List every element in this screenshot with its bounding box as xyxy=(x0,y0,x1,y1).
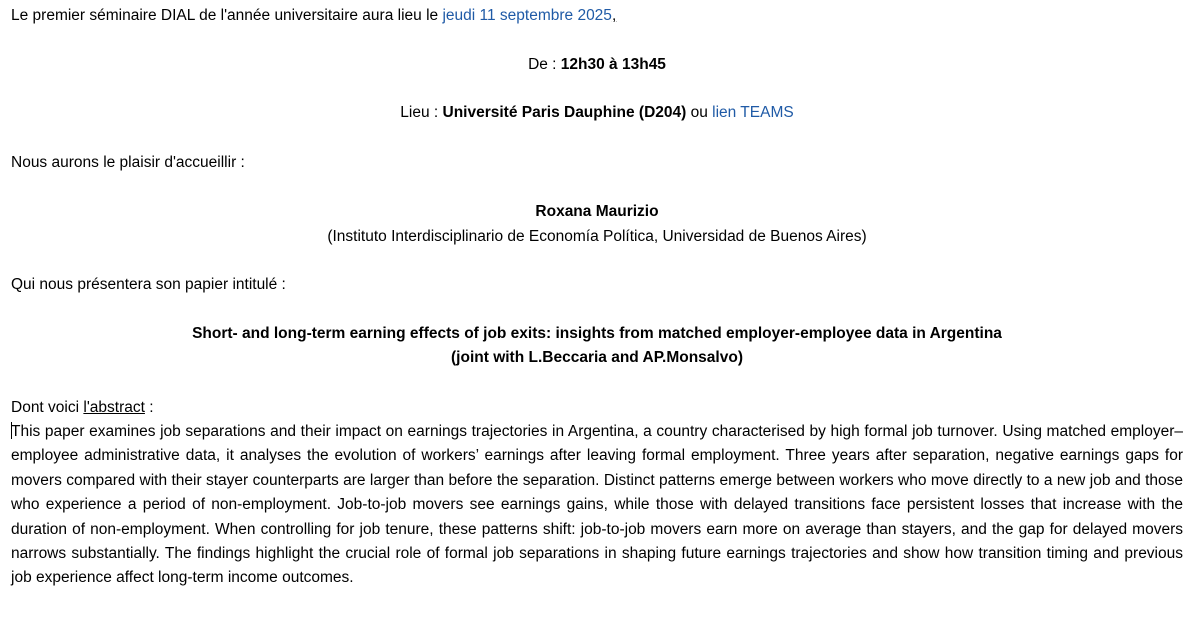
speaker-affiliation: (Instituto Interdisciplinario de Economía Política, Universidad de Buenos Aires) xyxy=(327,228,867,245)
teams-link[interactable]: lien TEAMS xyxy=(712,104,794,121)
place-connector: ou xyxy=(686,104,713,121)
welcome-text: Nous aurons le plaisir d'accueillir : xyxy=(11,154,245,171)
speaker-name: Roxana Maurizio xyxy=(535,203,659,220)
venue-name: Université Paris Dauphine (D204) xyxy=(442,104,687,121)
seminar-date: jeudi 11 septembre 2025 xyxy=(442,7,612,24)
time-line xyxy=(11,55,1183,75)
time-label: De : xyxy=(528,56,561,73)
paper-coauthors: (joint with L.Beccaria and AP.Monsalvo) xyxy=(451,349,743,366)
intro-suffix: , xyxy=(611,7,617,24)
intro-prefix: Le premier séminaire DIAL de l'année universitaire aura lieu le xyxy=(11,7,443,24)
abstract-link[interactable]: l'abstract xyxy=(83,399,145,416)
abstract-intro-prefix: Dont voici xyxy=(11,399,84,416)
paper-title: Short- and long-term earning effects of job exits: insights from matched employer-employee data in Argentina xyxy=(192,325,1002,342)
place-label: Lieu : xyxy=(400,104,443,121)
presents-text: Qui nous présentera son papier intitulé : xyxy=(11,276,286,293)
abstract-paragraph xyxy=(11,420,1183,591)
abstract-text: This paper examines job separations and their impact on earnings trajectories in Argentina, a country characterised by high formal job turnover. Using matched employer–employee administrative data, it analyses the evolution of workers’ earnings after leaving formal employment. Three years after separation, negative earnings gaps for movers compared with their stayer counterparts are larger than before the separation. Distinct patterns emerge between workers who move directly to a new job and those who experience a period of non-employment. Job-to-job movers see earnings gains, while those with delayed transitions face persistent losses that increase with the duration of non-employment. When controlling for job tenure, these patterns shift: job-to-job movers earn more on average than stayers, and the gap for delayed movers narrows substantially. The findings highlight the crucial role of formal job separations in shaping future earnings trajectories and show how transition timing and previous job experience affect long-term income outcomes. xyxy=(11,423,1183,587)
place-line xyxy=(11,103,1183,123)
abstract-intro xyxy=(11,398,154,418)
time-value: 12h30 à 13h45 xyxy=(560,56,666,73)
abstract-intro-suffix: : xyxy=(144,399,154,416)
intro-line xyxy=(11,6,616,26)
